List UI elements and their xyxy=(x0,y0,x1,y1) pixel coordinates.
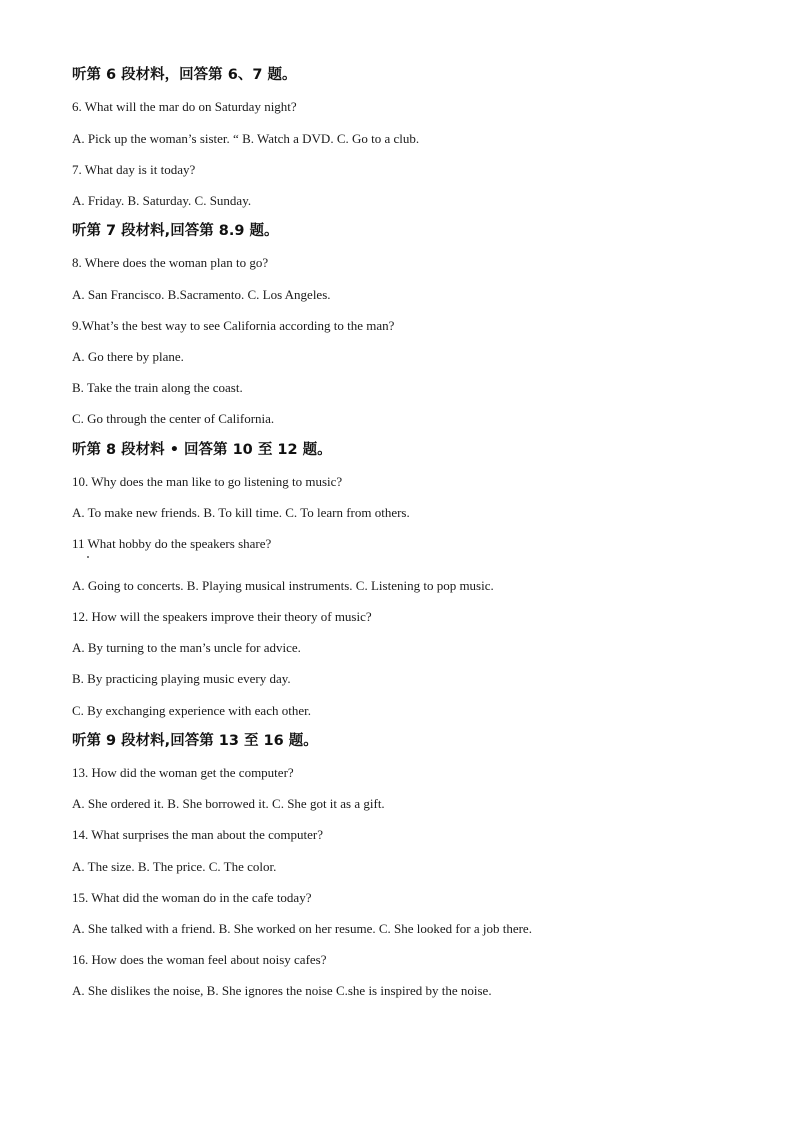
question-10: 10. Why does the man like to go listening to music? xyxy=(72,474,343,489)
question-6-options: A. Pick up the woman’s sister. “ B. Watch a DVD. C. Go to a club. xyxy=(72,131,420,146)
question-16-options: A. She dislikes the noise, B. She ignores the noise C.she is inspired by the noise. xyxy=(72,983,492,998)
question-9-option-a: A. Go there by plane. xyxy=(72,349,184,364)
question-15: 15. What did the woman do in the cafe today? xyxy=(72,890,312,905)
question-15-options: A. She talked with a friend. B. She worked on her resume. C. She looked for a job there. xyxy=(72,921,532,936)
question-12-option-c: C. By exchanging experience with each other. xyxy=(72,703,311,718)
question-11: 11 What hobby do the speakers share? xyxy=(72,536,272,551)
question-12: 12. How will the speakers improve their theory of music? xyxy=(72,609,372,624)
question-7-options: A. Friday. B. Saturday. C. Sunday. xyxy=(72,193,252,208)
question-13: 13. How did the woman get the computer? xyxy=(72,765,294,780)
section-heading-7: 听第 7 段材料,回答第 8.9 题。 xyxy=(72,223,279,239)
question-9-option-b: B. Take the train along the coast. xyxy=(72,380,243,395)
question-11-options: A. Going to concerts. B. Playing musical instruments. C. Listening to pop music. xyxy=(72,578,494,593)
question-12-option-a: A. By turning to the man’s uncle for advice. xyxy=(72,640,301,655)
question-12-option-b: B. By practicing playing music every day. xyxy=(72,671,291,686)
question-9-option-c: C. Go through the center of California. xyxy=(72,411,275,426)
question-16: 16. How does the woman feel about noisy cafes? xyxy=(72,952,327,967)
question-14: 14. What surprises the man about the computer? xyxy=(72,827,324,842)
question-8-options: A. San Francisco. B.Sacramento. C. Los Angeles. xyxy=(72,287,331,302)
question-7: 7. What day is it today? xyxy=(72,162,196,177)
section-heading-6: 听第 6 段材料，回答第 6、7 题。 xyxy=(72,67,297,83)
section-heading-9: 听第 9 段材料,回答第 13 至 16 题。 xyxy=(72,733,318,749)
question-10-options: A. To make new friends. B. To kill time. C. To learn from others. xyxy=(72,505,410,520)
question-9: 9.What’s the best way to see California according to the man? xyxy=(72,318,395,333)
question-6: 6. What will the mar do on Saturday night? xyxy=(72,99,297,114)
section-heading-8: 听第 8 段材料 • 回答第 10 至 12 题。 xyxy=(72,442,332,458)
question-8: 8. Where does the woman plan to go? xyxy=(72,255,269,270)
stray-dot xyxy=(87,556,89,558)
question-13-options: A. She ordered it. B. She borrowed it. C. She got it as a gift. xyxy=(72,796,385,811)
question-14-options: A. The size. B. The price. C. The color. xyxy=(72,859,277,874)
